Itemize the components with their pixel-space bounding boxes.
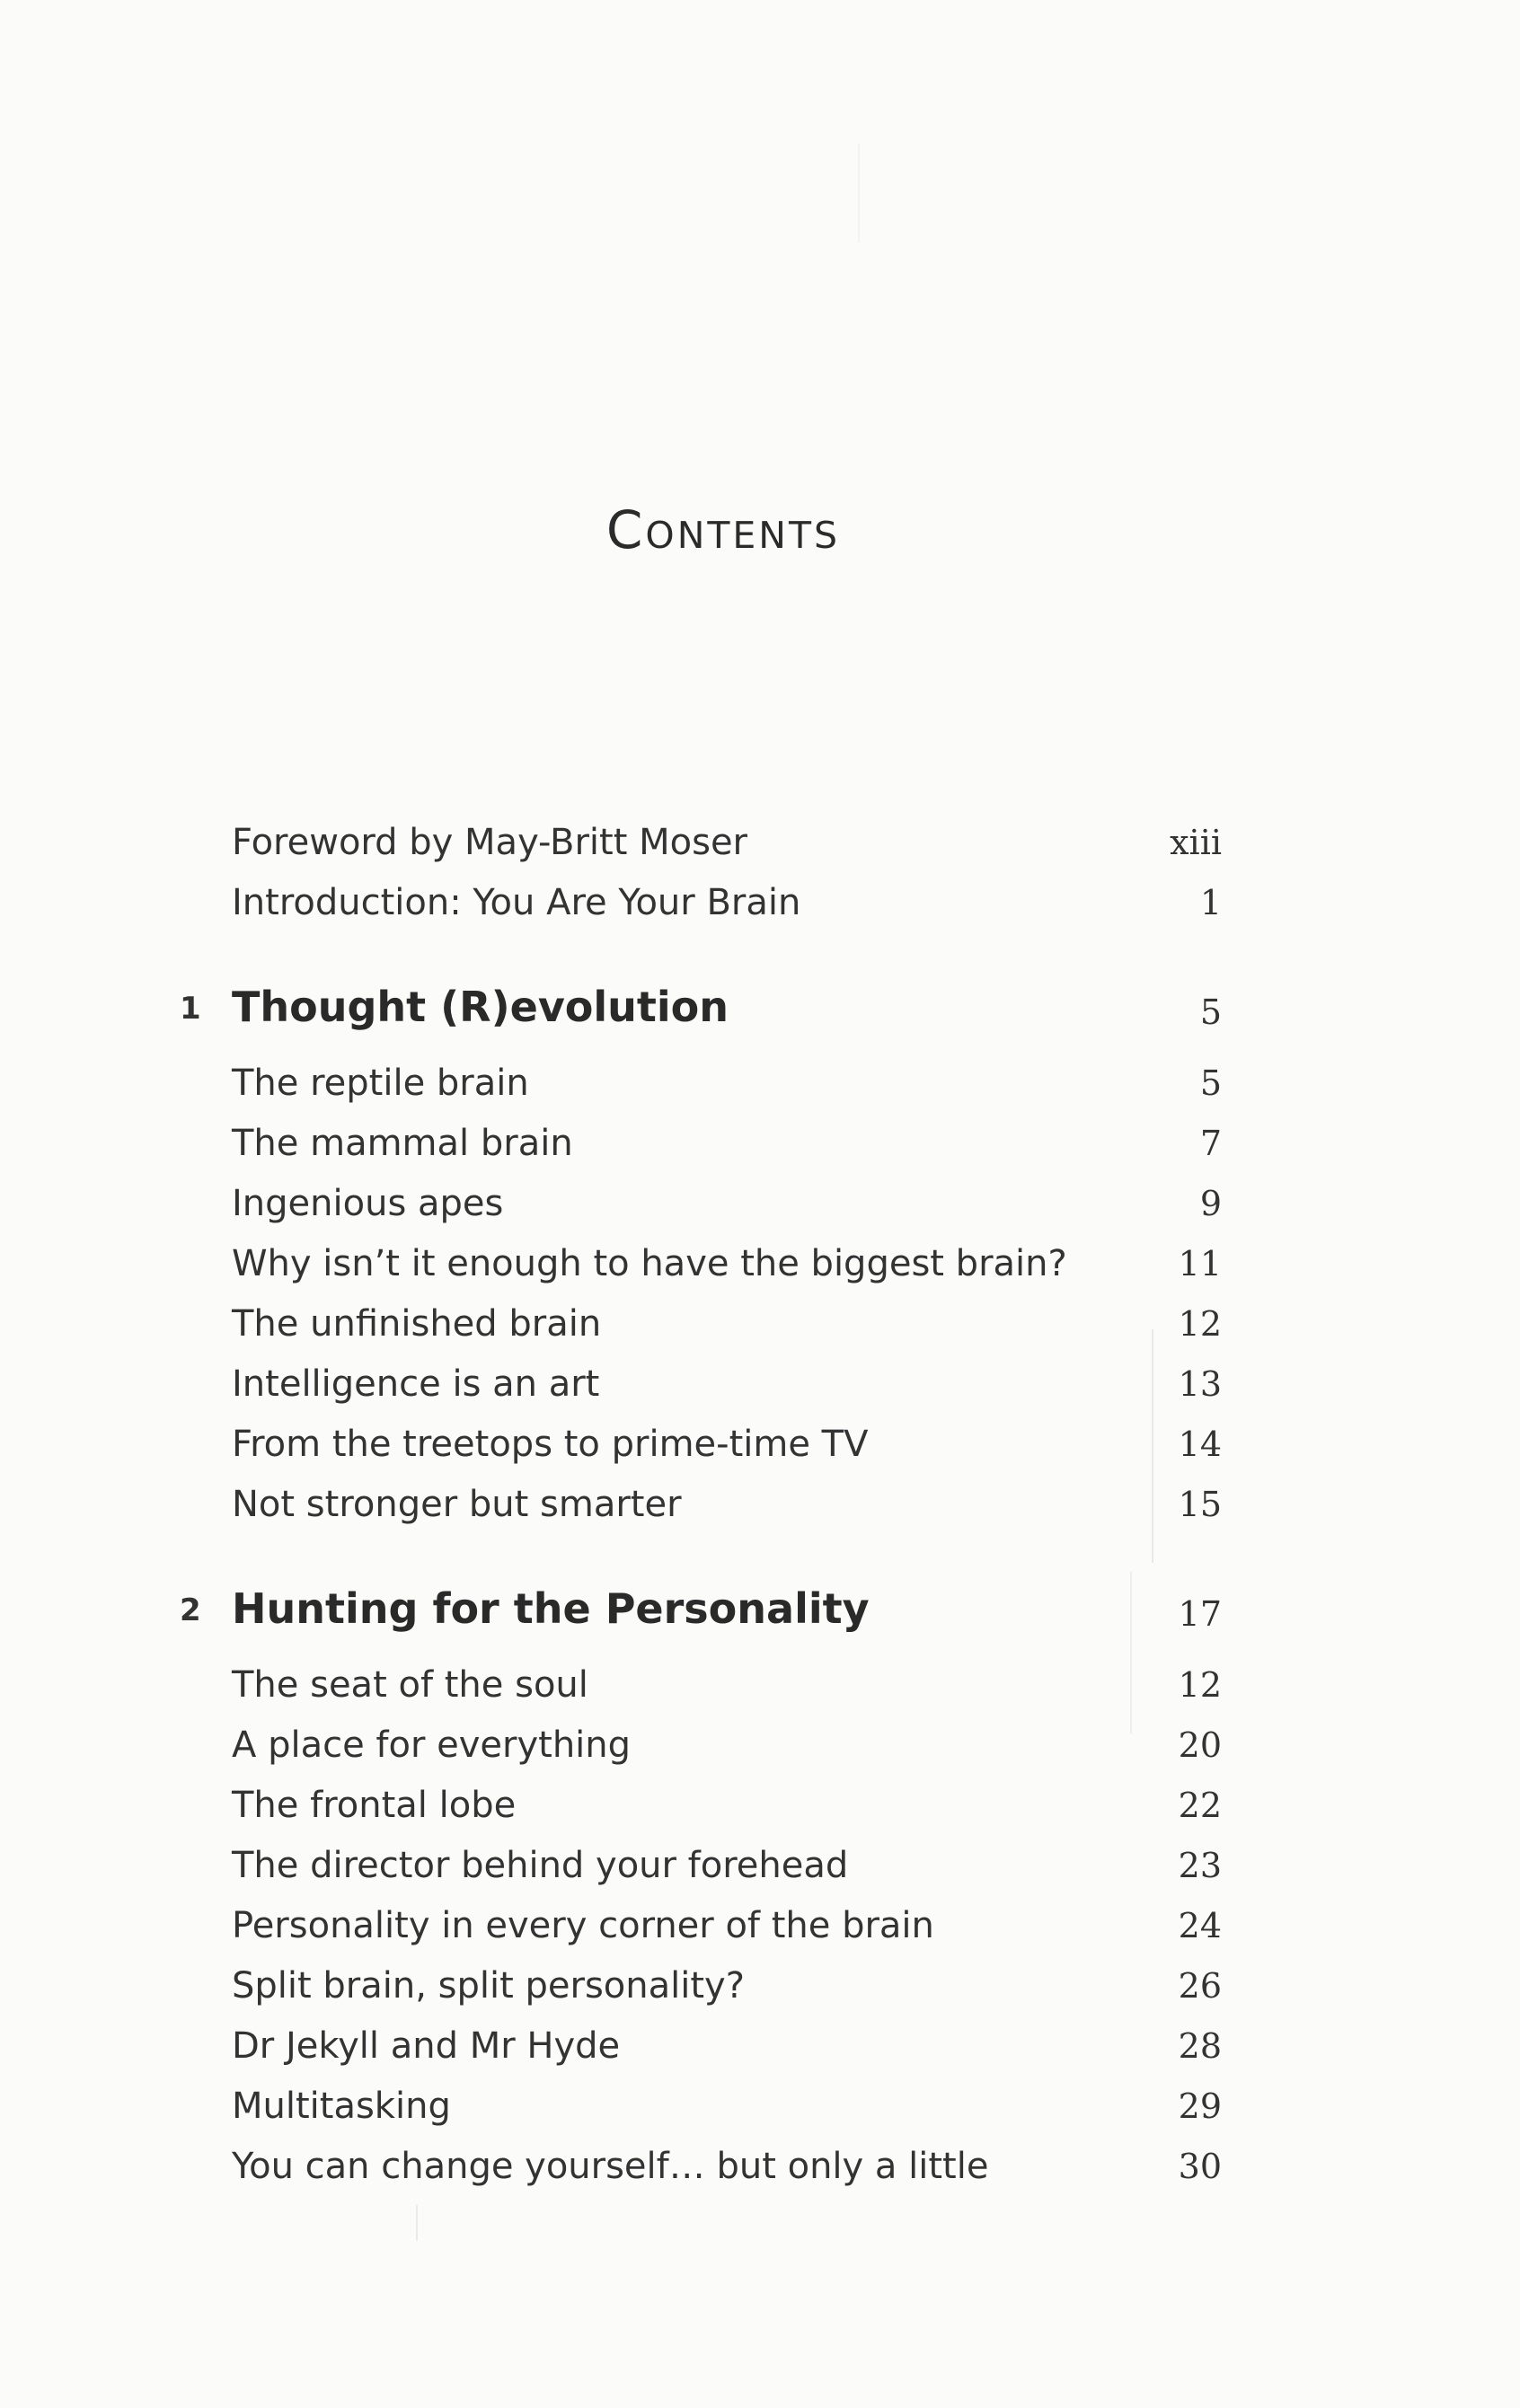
toc-entry-page: 23 <box>1178 1846 1222 1885</box>
chapter-page: 17 <box>1178 1594 1222 1634</box>
toc-entry-page: 28 <box>1178 2026 1222 2066</box>
toc-entry-label: Multitasking <box>232 2086 451 2127</box>
scan-mark <box>1152 1329 1153 1563</box>
toc-entry-label: Foreword by May-Britt Moser <box>232 822 748 863</box>
toc-entry-page: 26 <box>1178 1966 1222 2006</box>
toc-entry-page: 15 <box>1178 1485 1222 1524</box>
toc-entry[interactable] <box>232 1056 1222 1110</box>
toc-entry[interactable] <box>232 1658 1222 1712</box>
toc-entry[interactable] <box>232 2079 1222 2133</box>
chapter-page: 5 <box>1199 992 1222 1032</box>
toc-entry-foreword[interactable] <box>232 816 1222 869</box>
toc-entry-page: 5 <box>1199 1063 1222 1103</box>
toc-entry[interactable] <box>232 1237 1222 1291</box>
chapter-number: 2 <box>180 1592 201 1628</box>
toc-entry[interactable] <box>232 1357 1222 1411</box>
toc-entry[interactable] <box>232 1177 1222 1230</box>
toc-entry-label: Intelligence is an art <box>232 1363 600 1405</box>
toc-entry-page: xiii <box>1170 823 1222 862</box>
toc-entry-page: 7 <box>1199 1124 1222 1163</box>
toc-entry[interactable] <box>232 1718 1222 1772</box>
toc-entry-page: 20 <box>1178 1725 1222 1765</box>
toc-entry[interactable] <box>232 1778 1222 1832</box>
toc-entry-label: The unfinished brain <box>232 1303 602 1345</box>
toc-entry[interactable] <box>232 2019 1222 2073</box>
scan-mark <box>858 144 860 243</box>
toc-entry[interactable] <box>232 1417 1222 1471</box>
page-title: Contents <box>605 499 841 560</box>
chapter-title: Thought (R)evolution <box>232 983 729 1031</box>
toc-entry-page: 12 <box>1178 1304 1222 1344</box>
toc-entry-label: The reptile brain <box>232 1063 529 1104</box>
toc-entry-label: Split brain, split personality? <box>232 1965 745 2007</box>
toc-entry[interactable] <box>232 1899 1222 1953</box>
toc-entry-label: The director behind your forehead <box>232 1845 849 1886</box>
scan-mark <box>1130 1572 1132 1733</box>
toc-entry-label: Personality in every corner of the brain <box>232 1905 934 1946</box>
chapter-title: Hunting for the Personality <box>232 1584 870 1633</box>
toc-entry-page: 13 <box>1178 1364 1222 1404</box>
chapter-number: 1 <box>180 991 201 1027</box>
toc-entry-label: Why isn’t it enough to have the biggest brain? <box>232 1243 1067 1284</box>
toc-chapter-1[interactable] <box>180 975 1222 1038</box>
toc-chapter-2[interactable] <box>180 1577 1222 1640</box>
toc-entry-page: 30 <box>1178 2147 1222 2186</box>
toc-entry-page: 29 <box>1178 2086 1222 2126</box>
scan-mark <box>416 2205 418 2241</box>
toc-entry[interactable] <box>232 1959 1222 2013</box>
toc-entry-label: From the treetops to prime-time TV <box>232 1424 869 1465</box>
toc-entry-page: 11 <box>1178 1244 1222 1283</box>
toc-entry[interactable] <box>232 1477 1222 1531</box>
toc-entry-page: 14 <box>1178 1425 1222 1464</box>
toc-entry[interactable] <box>232 1839 1222 1892</box>
toc-entry-page: 12 <box>1178 1665 1222 1705</box>
toc-entry[interactable] <box>232 1297 1222 1351</box>
toc-entry-label: The mammal brain <box>232 1123 573 1164</box>
toc-entry-introduction[interactable] <box>232 876 1222 930</box>
toc-entry-label: You can change yourself… but only a little <box>232 2146 989 2187</box>
toc-entry-label: Ingenious apes <box>232 1183 504 1224</box>
toc-entry-page: 9 <box>1199 1184 1222 1223</box>
toc-entry-label: Introduction: You Are Your Brain <box>232 882 801 923</box>
toc-entry-label: The seat of the soul <box>232 1664 588 1706</box>
toc-entry[interactable] <box>232 2139 1222 2193</box>
toc-entry-page: 24 <box>1178 1906 1222 1945</box>
toc-entry-label: Not stronger but smarter <box>232 1484 682 1525</box>
toc-entry-label: A place for everything <box>232 1724 632 1766</box>
toc-entry-label: Dr Jekyll and Mr Hyde <box>232 2025 621 2067</box>
toc-entry-page: 1 <box>1199 883 1222 922</box>
toc-entry[interactable] <box>232 1116 1222 1170</box>
toc-entry-page: 22 <box>1178 1786 1222 1825</box>
toc-entry-label: The frontal lobe <box>232 1785 517 1826</box>
